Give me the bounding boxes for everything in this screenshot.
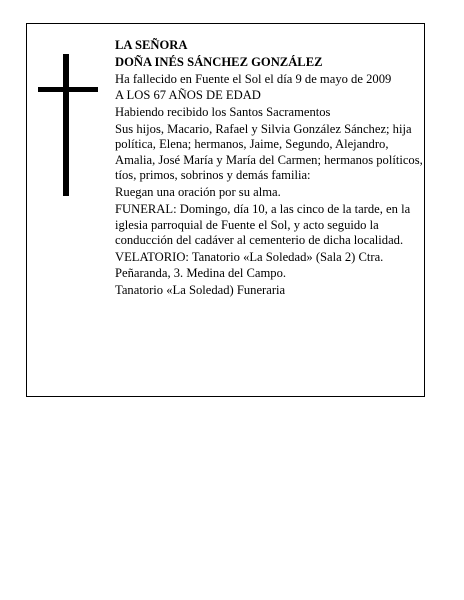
prayer-request: Ruegan una oración por su alma. [115, 185, 281, 199]
cross-horizontal-bar [38, 87, 98, 92]
obituary-text [115, 38, 425, 298]
cross-vertical-bar [63, 54, 69, 196]
age-statement: A LOS 67 AÑOS DE EDAD [115, 87, 261, 102]
latin-cross-icon [38, 54, 98, 196]
family-statement: Sus hijos, Macario, Rafael y Silvia González Sánchez; hija política, Elena; hermanos, Jaime, Segundo, Alejandro, Amalia, José María y María del Carmen; hermanos políticos, tíos, primos, sobrinos y demás familia: [115, 121, 423, 182]
funeral-details: FUNERAL: Domingo, día 10, a las cinco de la tarde, en la iglesia parroquial de Fuente el Sol, y acto seguido la conducción del cadáver al cementerio de dicha localidad. [115, 202, 411, 247]
sacraments-statement: Habiendo recibido los Santos Sacramentos [115, 104, 331, 119]
wake-details: VELATORIO: Tanatorio «La Soledad» (Sala 2) Ctra. Peñaranda, 3. Medina del Campo. [115, 250, 384, 280]
deceased-name: DOÑA INÉS SÁNCHEZ GONZÁLEZ [115, 55, 323, 69]
notice-title: LA SEÑORA [115, 38, 188, 52]
funeral-home: Tanatorio «La Soledad) Funeraria [115, 282, 286, 297]
death-statement: Ha fallecido en Fuente el Sol el día 9 de mayo de 2009 [115, 72, 392, 86]
